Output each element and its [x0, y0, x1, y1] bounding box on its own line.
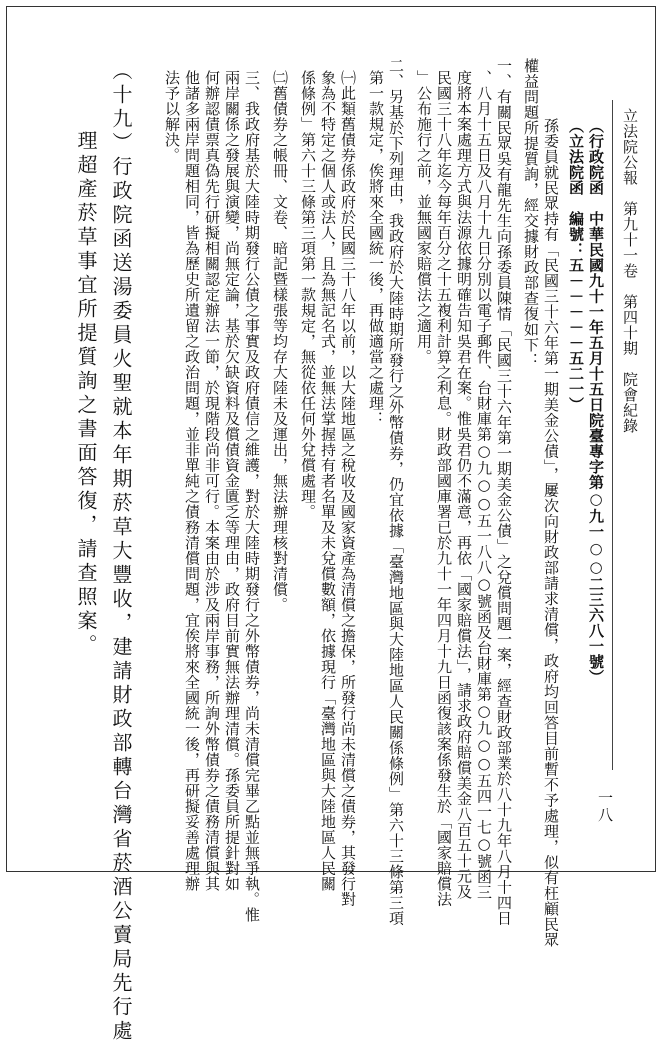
- body-line: ㈠此類舊債券係政府於民國三十八年以前，以大陸地區之稅收及國家資產為清償之擔保，所發行尚未清償之債券，其發行對: [339, 70, 357, 907]
- body-line: 他諸多兩岸問題相同，皆為歷史所遺留之政治問題，並非單純之債務清償問題，宜俟將來全國統一後，再研擬妥善處理辦: [183, 70, 201, 892]
- body-line: 孫委員就民眾持有「民國三十六年第一期美金公債」，屢次向財政部請求清償，政府均回答目前暫不予處理，似有枉顧民眾: [542, 118, 560, 948]
- body-line: 二、另基於下列理由，我政府於大陸時期所發行之外幣債券，仍宜依據「臺灣地區與大陸地區人民關係條例」第六十三條第三項: [387, 58, 405, 926]
- header-divider: [612, 100, 613, 770]
- body-line: 」公布施行之前，並無國家賠償法之適用。: [415, 70, 433, 365]
- body-line: 係條例」第六十三條第三項第一款規定，無從依任何外兌償處理。: [299, 70, 317, 520]
- body-line: 、八月十五日及八月十九日分別以電子郵件、台財庫第○九○○五一八八○號函及台財庫第○九○○五四一七○號函三: [475, 70, 493, 900]
- body-line: 民國三十八年迄今每年百分之十五複利計算之利息。財政部國庫署已於九十一年四月十九日函復該案係發生於「國家賠償法: [435, 70, 453, 907]
- body-line: 度將本案處理方式與法源依據明確告知吳君在案。惟吳君仍不滿意，再依「國家賠償法」，請求政府賠償美金八百五十元及: [455, 70, 473, 900]
- page-number: 一八: [596, 790, 614, 824]
- body-line: 三、我政府基於大陸時期發行公債之事實及政府債信之維護，對於大陸時期發行之外幣債券，尚未清償完畢乙點並無爭執。惟: [243, 70, 261, 923]
- body-line: 權益問題所提質詢，經交據財政部查復如下：: [522, 58, 540, 368]
- legislature-letter-ref: （立法院函 編號：五－－－－－五二一）: [567, 118, 585, 413]
- item-19-heading: （十九）行政院函送湯委員火聖就本年期菸草大豐收，建請財政部轉台灣省菸酒公賣局先行處: [109, 60, 133, 1044]
- body-line: 第一款規定，俟將來全國統一後，再做適當之處理：: [367, 70, 385, 427]
- body-line: 象為不特定之個人或法人，且為無記名式，並無法掌握持有者名單及未兌償數額，依據現行「臺灣地區與大陸地區人民關: [319, 70, 337, 892]
- body-line: 一、有關民眾吳有龍先生向孫委員陳情「民國三十六年第一期美金公債」之兌償問題一案，經查財政部業於八十九年八月十四日: [495, 58, 513, 926]
- body-line: 法予以解決。: [163, 70, 181, 163]
- body-line: 兩岸關係之發展與演變，尚無定論，基於欠缺資料及償債資金匱乏等理由，政府目前實無法辦理清償。孫委員所提針對如: [223, 70, 241, 892]
- journal-header: 立法院公報 第九十一卷 第四十期 院會紀錄: [621, 108, 639, 434]
- cabinet-letter-ref: （行政院函 中華民國九十一年五月十五日院臺專字第○九一○○二三六八一號）: [587, 118, 605, 685]
- body-line: ㈡舊債券之帳冊、文卷、暗記暨樣張等均存大陸未及運出，無法辦理核對清償。: [271, 70, 289, 613]
- body-line: 何辦認債票真偽先行研擬相關認定辦法一節，於現階段尚非可行。本案由於涉及兩岸事務，所詢外幣債券之債務清償與其: [203, 70, 221, 892]
- item-19-heading-cont: 理超產菸草事宜所提質詢之書面答復，請查照案。: [74, 130, 98, 658]
